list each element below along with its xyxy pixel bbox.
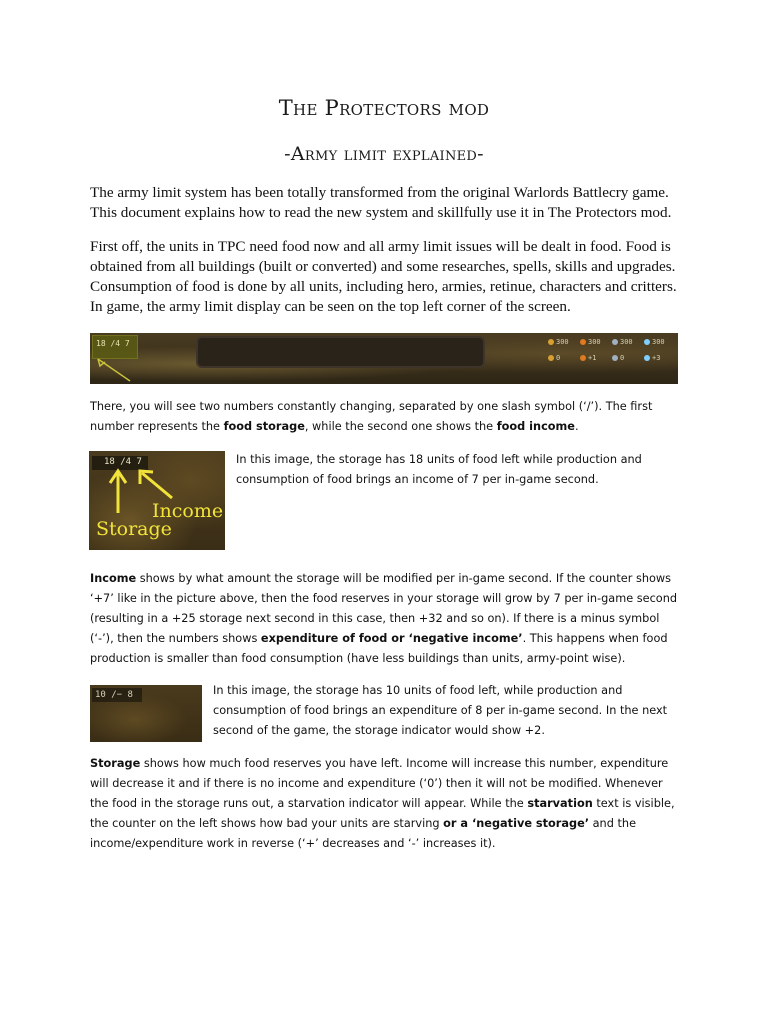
resource-stone: 300 [612, 338, 633, 346]
food-counter: 18 /4 7 [104, 457, 142, 467]
income-label: Income [152, 500, 224, 522]
storage-income-image [89, 451, 225, 550]
intro-paragraph-2: First off, the units in TPC need food now and all army limit issues will be dealt in food. Food is obtained from all buildings (built or converted) and some researches, spells, skills and upgrades. Consumption of food is done by all units, including hero, armies, retinue, characters and critters. In game, the army limit display can be seen on the top left corner of the screen. [90, 238, 677, 315]
document-title: The Protectors mod [278, 96, 490, 120]
intro-paragraph-1: The army limit system has been totally transformed from the original Warlords Battlecry game. This document explains how to read the new system and skillfully use it in The Protectors mod. [90, 184, 672, 221]
paragraph-food-numbers: There, you will see two numbers constantly changing, separated by one slash symbol (‘/’). The first number represents the food storage, while the second one shows the food income. [90, 400, 653, 433]
paragraph-income: Income shows by what amount the storage will be modified per in-game second. If the counter shows ‘+7’ like in the picture above, then the food reserves in your storage will grow by 7 per in-game second (resulting in a +25 storage next second in this case, then +32 and so on). If there is a minus symbol (‘-’), then the numbers shows expenditure of food or ‘negative income’. This happens when food production is smaller than food consumption (have less buildings than units, army-point wise). [90, 572, 678, 665]
resource-metal: 300 [580, 338, 601, 346]
resource-gold-income: 0 [548, 354, 560, 362]
army-limit-topbar-image [90, 333, 678, 384]
resource-crystal-income: +3 [644, 354, 660, 362]
expenditure-image [90, 685, 202, 742]
resource-stone-income: 0 [612, 354, 624, 362]
food-counter: 10 /− 8 [95, 690, 133, 700]
storage-label: Storage [96, 518, 172, 540]
resource-gold: 300 [548, 338, 569, 346]
paragraph-storage: Storage shows how much food reserves you have left. Income will increase this number, expenditure will decrease it and if there is no income and expenditure (‘0’) then it will not be modified. Whenever the food in the storage runs out, a starvation indicator will appear. While the starvation text is visible, the counter on the left shows how bad your units are starving or a ‘negative storage’ and the income/expenditure work in reverse (‘+’ decreases and ‘-’ increases it). [90, 757, 675, 850]
army-limit-counter: 18 /4 7 [96, 339, 130, 348]
resource-metal-income: +1 [580, 354, 596, 362]
resource-crystal: 300 [644, 338, 665, 346]
caption-storage-image: In this image, the storage has 18 units of food left while production and consumption of food brings an income of 7 per in-game second. [236, 453, 642, 486]
document-subtitle: -Army limit explained- [284, 143, 484, 165]
caption-expenditure-image: In this image, the storage has 10 units of food left, while production and consumption of food brings an expenditure of 8 per in-game second. In the next second of the game, the storage indicator would show +2. [213, 684, 668, 737]
message-panel [196, 336, 485, 368]
